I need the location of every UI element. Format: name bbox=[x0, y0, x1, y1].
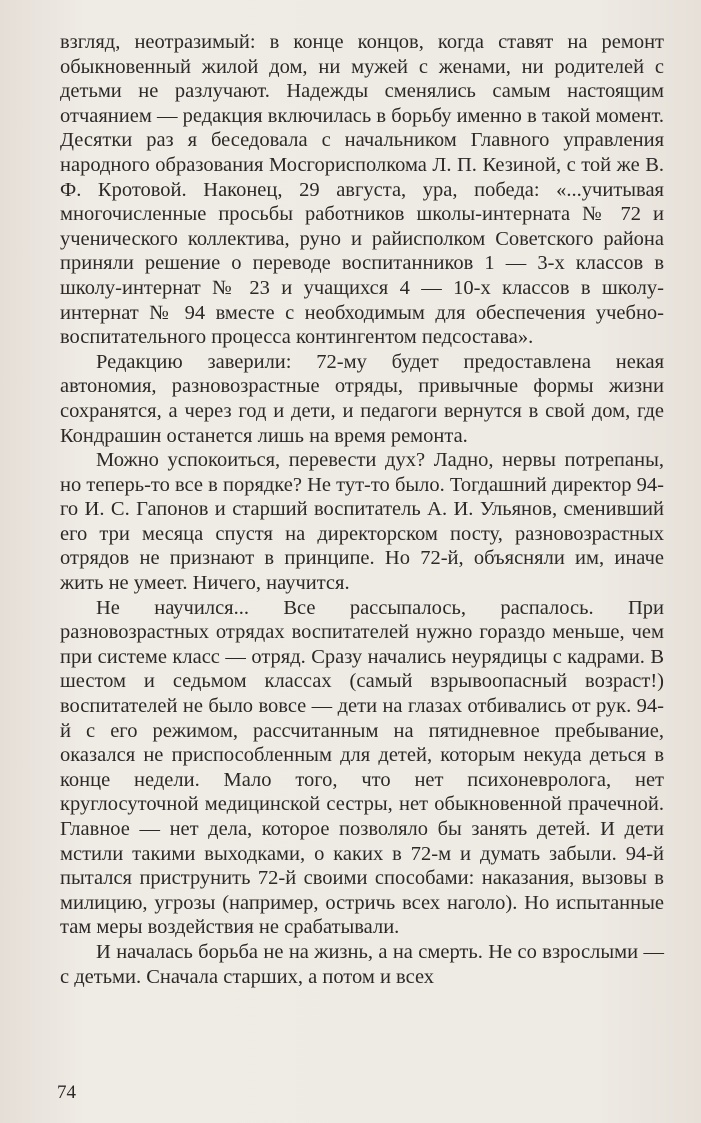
paragraph-5: И началась борьба не на жизнь, а на смерть. Не со взрослыми — с детьми. Сначала старших, а потом и всех bbox=[60, 940, 664, 988]
paragraph-3: Можно успокоиться, перевести дух? Ладно, нервы потрепаны, но теперь-то все в порядке? Не тут-то было. Тогдашний директор 94-го И. С. Гапонов и старший воспитатель А. И. Ульянов, сменивший его три месяца спустя на директорском посту, разновозрастных отрядов не признают в принципе. Но 72-й, объясняли им, иначе жить не умеет. Ничего, научится. bbox=[60, 449, 664, 595]
paragraph-4: Не научился... Все рассыпалось, распалось. При разновозрастных отрядах воспитателей нужно гораздо меньше, чем при системе класс — отряд. Сразу начались неурядицы с кадрами. В шестом и седьмом классах (самый взрывоопасный возраст!) воспитателей не было вовсе — дети на глазах отбивались от рук. 94-й с его режимом, рассчитанным на пятидневное пребывание, оказался не приспособленным для детей, которым некуда деться в конце недели. Мало того, что нет психоневролога, нет круглосуточной медицинской сестры, нет обыкновенной прачечной. Главное — нет дела, которое позволяло бы занять детей. И дети мстили такими выходками, о каких в 72-м и думать забыли. 94-й пытался приструнить 72-й своими способами: наказания, вызовы в милицию, угрозы (например, остричь всех наголо). Но испытанные там меры воздействия не срабатывали. bbox=[60, 596, 664, 939]
paragraph-1: взгляд, неотразимый: в конце концов, когда ставят на ремонт обыкновенный жилой дом, ни мужей с женами, ни родителей с детьми не разлучают. Надежды сменялись самым настоящим отчаянием — редакция включилась в борьбу именно в такой момент. Десятки раз я беседовала с начальником Главного управления народного образования Мосгорисполкома Л. П. Кезиной, с той же В. Ф. Кротовой. Наконец, 29 августа, ура, победа: «...учитывая многочисленные просьбы работников школы-интерната № 72 и ученического коллектива, руно и райисполком Советского района приняли решение о переводе воспитанников 1 — 3-х классов в школу-интернат № 23 и учащихся 4 — 10-х классов в школу-интернат № 94 вместе с необходимым для обеспечения учебно-воспитательного процесса контингентом педсостава». bbox=[60, 31, 664, 349]
page-number: 74 bbox=[57, 1082, 76, 1103]
paragraph-2: Редакцию заверили: 72-му будет предоставлена некая автономия, разновозрастные отряды, привычные формы жизни сохранятся, а через год и дети, и педагоги вернутся в свой дом, где Кондрашин останется лишь на время ремонта. bbox=[60, 350, 664, 447]
page-text bbox=[60, 30, 664, 989]
